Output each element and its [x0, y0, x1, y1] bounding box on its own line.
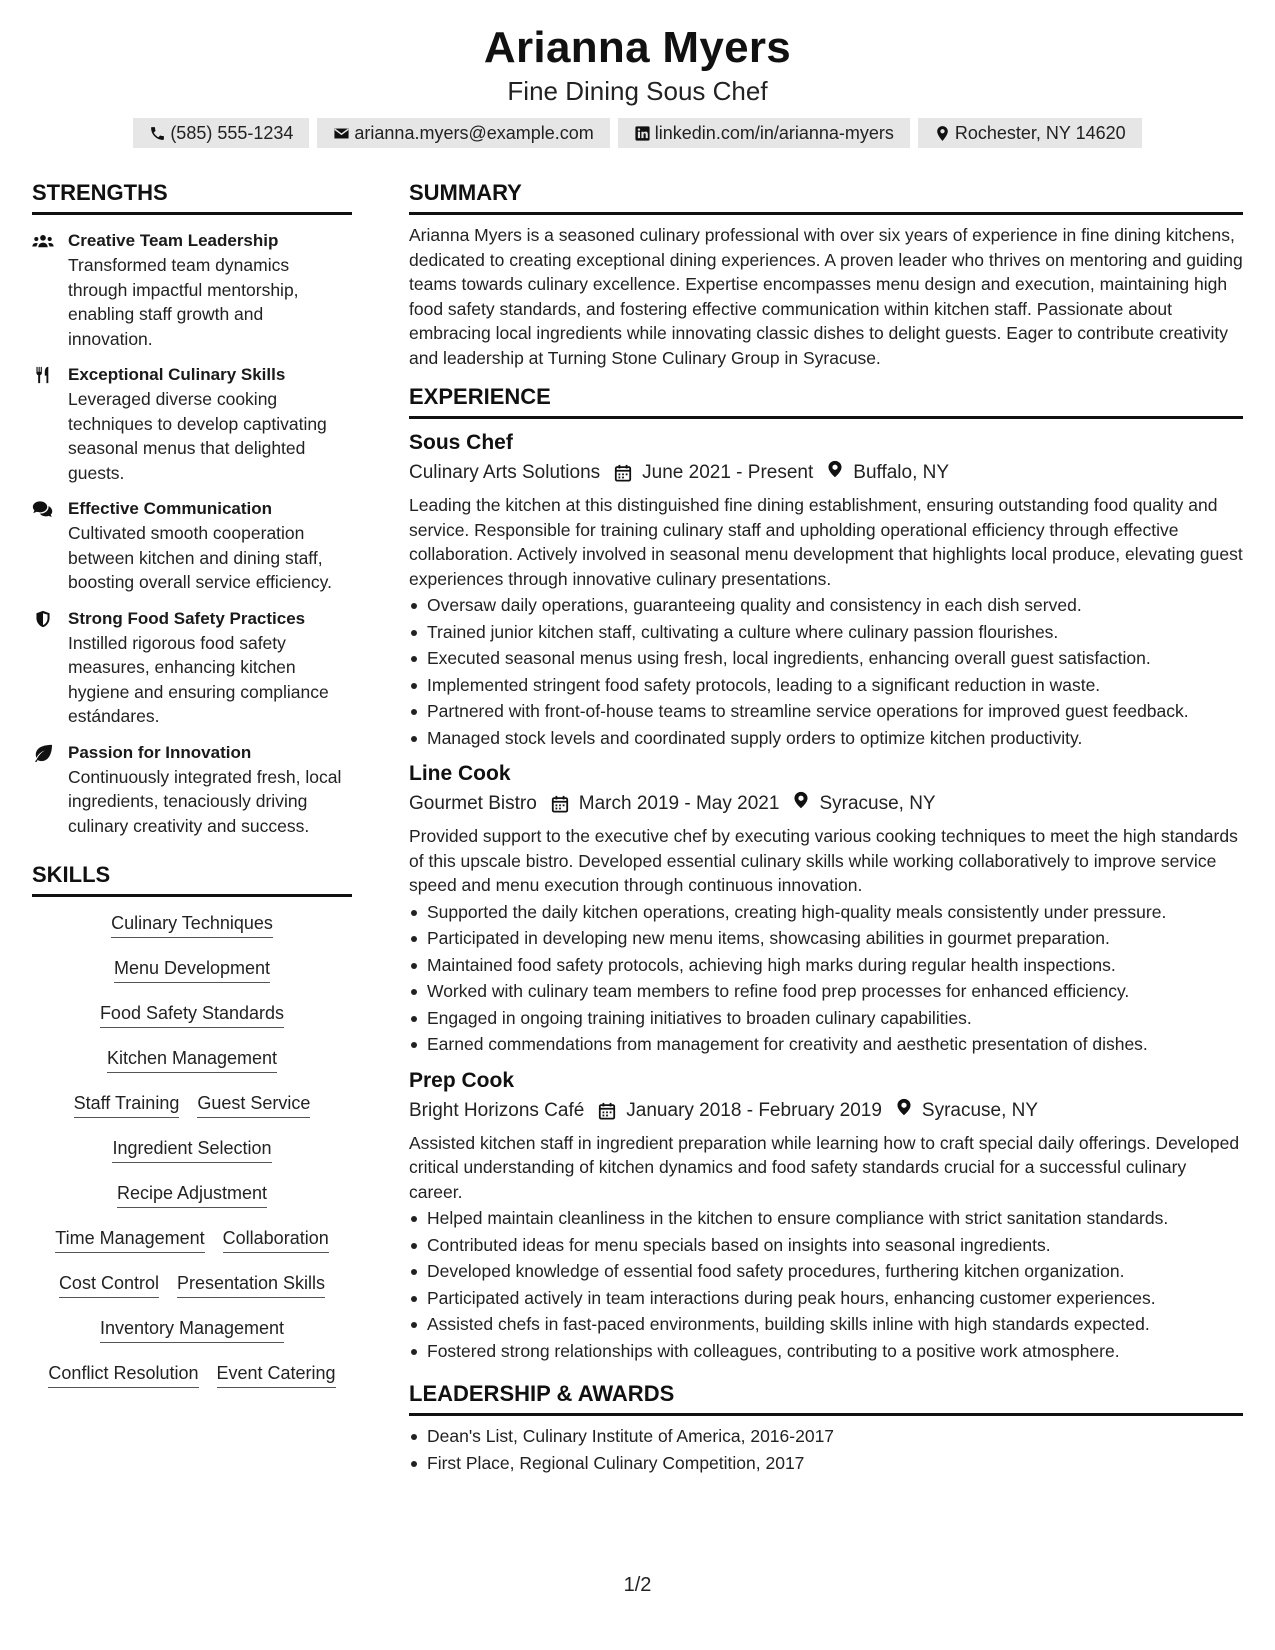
job-bullets: [409, 593, 1243, 750]
resume-header: [0, 22, 1275, 148]
strength-desc: Instilled rigorous food safety measures, enhancing kitchen hygiene and ensuring compliance estándares.: [68, 632, 329, 726]
strength-title: Effective Communication: [68, 499, 273, 518]
summary-heading: SUMMARY: [409, 178, 1243, 215]
awards-heading: LEADERSHIP & AWARDS: [409, 1379, 1243, 1416]
list-item: Implemented stringent food safety protocols, leading to a significant reduction in waste.: [409, 673, 1243, 698]
phone-icon: [149, 125, 166, 142]
skill-tag: Food Safety Standards: [100, 1001, 284, 1028]
contact-phone-text: (585) 555-1234: [170, 123, 294, 143]
linkedin-icon: [634, 125, 651, 142]
list-item: Dean's List, Culinary Institute of America, 2016-2017: [409, 1424, 1243, 1449]
job-dates: January 2018 - February 2019: [626, 1099, 882, 1121]
leaf-icon: [32, 744, 54, 762]
skill-row: [111, 911, 273, 956]
list-item: Fostered strong relationships with colleagues, contributing to a positive work atmosphere.: [409, 1339, 1243, 1364]
map-pin-icon: [934, 125, 951, 142]
right-column: [409, 178, 1243, 1475]
job-company: Culinary Arts Solutions: [409, 462, 601, 483]
job-title: Line Cook: [409, 762, 511, 785]
skill-tag: Cost Control: [59, 1271, 159, 1298]
calendar-icon: [598, 1102, 616, 1120]
skill-tag: Culinary Techniques: [111, 911, 273, 938]
contact-email-text: arianna.myers@example.com: [354, 123, 594, 143]
job-title: Sous Chef: [409, 431, 513, 454]
job-description: Leading the kitchen at this distinguished fine dining establishment, ensuring outstanding food quality and service. Responsible for training culinary staff and upholding operational efficiency through effective collaboration. Actively involved in seasonal menu development that highlights local produce, elevating guest experiences through innovative culinary presentations.: [409, 495, 1243, 589]
job-company: Bright Horizons Café: [409, 1099, 585, 1121]
calendar-icon: [551, 795, 569, 813]
strength-item: [32, 741, 352, 839]
job-company: Gourmet Bistro: [409, 793, 537, 814]
skill-row: [117, 1181, 267, 1226]
skill-tag: Menu Development: [114, 956, 270, 983]
job-bullets: [409, 900, 1243, 1057]
strength-desc: Leveraged diverse cooking techniques to develop captivating seasonal menus that delighted guests.: [68, 389, 327, 483]
contact-location: [918, 118, 1142, 148]
job-description: Assisted kitchen staff in ingredient preparation while learning how to craft special daily offerings. Developed critical understanding of kitchen dynamics and food safety standards crucial for a successful culinary career.: [409, 1132, 1240, 1202]
job-dates: June 2021 - Present: [642, 462, 814, 483]
skills-heading: SKILLS: [32, 860, 352, 897]
left-column: [32, 178, 352, 1406]
page-number: 1/2: [623, 1574, 652, 1596]
list-item: Trained junior kitchen staff, cultivating a culture where culinary passion flourishes.: [409, 620, 1243, 645]
list-item: Contributed ideas for menu specials based on insights into seasonal ingredients.: [409, 1233, 1243, 1258]
contact-linkedin[interactable]: [618, 118, 910, 148]
job-location: Buffalo, NY: [853, 462, 950, 483]
job-location: Syracuse, NY: [819, 793, 936, 814]
list-item: Participated in developing new menu items, showcasing abilities in gourmet preparation.: [409, 926, 1243, 951]
strength-title: Strong Food Safety Practices: [68, 608, 306, 628]
job-meta: [409, 1097, 1243, 1125]
skill-row: [112, 1136, 271, 1181]
list-item: Earned commendations from management for creativity and aesthetic presentation of dishes.: [409, 1032, 1243, 1057]
job-entry: [409, 1067, 1243, 1364]
skill-tag: Kitchen Management: [107, 1046, 277, 1073]
map-pin-icon: [896, 1098, 912, 1116]
skill-row: [114, 956, 270, 1001]
skill-tag: Inventory Management: [100, 1316, 284, 1343]
strength-title: Creative Team Leadership: [68, 231, 279, 250]
list-item: Supported the daily kitchen operations, creating high-quality meals consistently under pressure.: [409, 900, 1243, 925]
list-item: Maintained food safety protocols, achieving high marks during regular health inspections.: [409, 953, 1243, 978]
job-dates: March 2019 - May 2021: [578, 793, 780, 814]
skill-tag: Collaboration: [223, 1226, 329, 1253]
calendar-icon: [614, 464, 632, 482]
skill-row: [59, 1271, 325, 1316]
job-meta: [409, 790, 1243, 818]
list-item: Engaged in ongoing training initiatives to broaden culinary capabilities.: [409, 1006, 1243, 1031]
strength-title: Passion for Innovation: [68, 742, 252, 762]
strength-desc: Cultivated smooth cooperation between kitchen and dining staff, boosting overall service efficiency.: [68, 523, 332, 592]
list-item: Participated actively in team interactions during peak hours, enhancing customer experiences.: [409, 1286, 1243, 1311]
list-item: Executed seasonal menus using fresh, local ingredients, enhancing overall guest satisfaction.: [409, 646, 1243, 671]
skill-row: [55, 1226, 328, 1271]
list-item: Managed stock levels and coordinated supply orders to optimize kitchen productivity.: [409, 726, 1243, 751]
job-meta: [409, 459, 1243, 487]
skill-row: [107, 1046, 277, 1091]
utensils-icon: [32, 366, 54, 384]
strength-desc: Transformed team dynamics through impactful mentorship, enabling staff growth and innovation.: [68, 255, 299, 349]
job-location: Syracuse, NY: [921, 1099, 1039, 1121]
users-icon: [32, 232, 54, 250]
job-entry: [409, 429, 1243, 750]
summary-text: Arianna Myers is a seasoned culinary professional with over six years of experience in fine dining kitchens, dedicated to creating exceptional dining experiences. A proven leader who thrives on mentoring and guiding teams towards culinary excellence. Expertise encompasses menu design and execution, maintaining high food safety standards, and fostering effective communication within kitchen staff. Passionate about embracing local ingredients while innovating classic dishes to delight guests. Eager to contribute creativity and leadership at Turning Stone Culinary Group in Syracuse.: [409, 225, 1243, 368]
envelope-icon: [333, 125, 350, 142]
shield-icon: [32, 610, 54, 628]
contact-location-text: Rochester, NY 14620: [954, 123, 1126, 143]
list-item: Worked with culinary team members to refine food prep processes for enhanced efficiency.: [409, 979, 1243, 1004]
skill-tag: Recipe Adjustment: [117, 1181, 267, 1208]
skill-tag: Guest Service: [197, 1091, 310, 1118]
list-item: First Place, Regional Culinary Competition, 2017: [409, 1451, 1243, 1476]
skill-row: [100, 1316, 284, 1361]
experience-heading: EXPERIENCE: [409, 382, 1243, 419]
skills-list: [32, 911, 352, 1406]
contact-phone[interactable]: [133, 118, 309, 148]
strength-item: [32, 497, 352, 595]
candidate-name: Arianna Myers: [483, 23, 792, 72]
strength-item: [32, 607, 352, 729]
list-item: Oversaw daily operations, guaranteeing quality and consistency in each dish served.: [409, 593, 1243, 618]
skill-tag: Presentation Skills: [177, 1271, 325, 1298]
skill-row: [48, 1361, 335, 1406]
skill-row: [100, 1001, 284, 1046]
contact-bar: [0, 118, 1275, 148]
skill-tag: Ingredient Selection: [112, 1136, 271, 1163]
strength-desc: Continuously integrated fresh, local ingredients, tenaciously driving culinary creativity and success.: [68, 766, 342, 836]
skill-row: [74, 1091, 311, 1136]
skill-tag: Staff Training: [74, 1091, 180, 1118]
job-title: Prep Cook: [409, 1068, 515, 1092]
comments-icon: [32, 500, 54, 518]
job-entry: [409, 760, 1243, 1057]
strengths-heading: STRENGTHS: [32, 178, 352, 215]
job-bullets: [409, 1206, 1243, 1363]
map-pin-icon: [793, 791, 809, 809]
skill-tag: Conflict Resolution: [48, 1361, 198, 1388]
list-item: Helped maintain cleanliness in the kitchen to ensure compliance with strict sanitation standards.: [409, 1206, 1243, 1231]
skill-tag: Event Catering: [217, 1361, 336, 1388]
candidate-title: Fine Dining Sous Chef: [507, 76, 768, 106]
skill-tag: Time Management: [55, 1226, 204, 1253]
list-item: Developed knowledge of essential food safety procedures, furthering kitchen organization.: [409, 1259, 1243, 1284]
contact-linkedin-text: linkedin.com/in/arianna-myers: [654, 123, 894, 143]
awards-list: [409, 1424, 1243, 1475]
map-pin-icon: [827, 460, 843, 478]
list-item: Partnered with front-of-house teams to streamline service operations for improved guest feedback.: [409, 699, 1243, 724]
strength-item: [32, 229, 352, 351]
contact-email[interactable]: [317, 118, 609, 148]
strength-title: Exceptional Culinary Skills: [68, 365, 286, 384]
strength-item: [32, 363, 352, 485]
job-description: Provided support to the executive chef by executing various cooking techniques to meet the high standards of this upscale bistro. Developed essential culinary skills while working collaboratively to improve service speed and menu execution through continuous innovation.: [409, 826, 1238, 895]
list-item: Assisted chefs in fast-paced environments, building skills inline with high standards expected.: [409, 1312, 1243, 1337]
